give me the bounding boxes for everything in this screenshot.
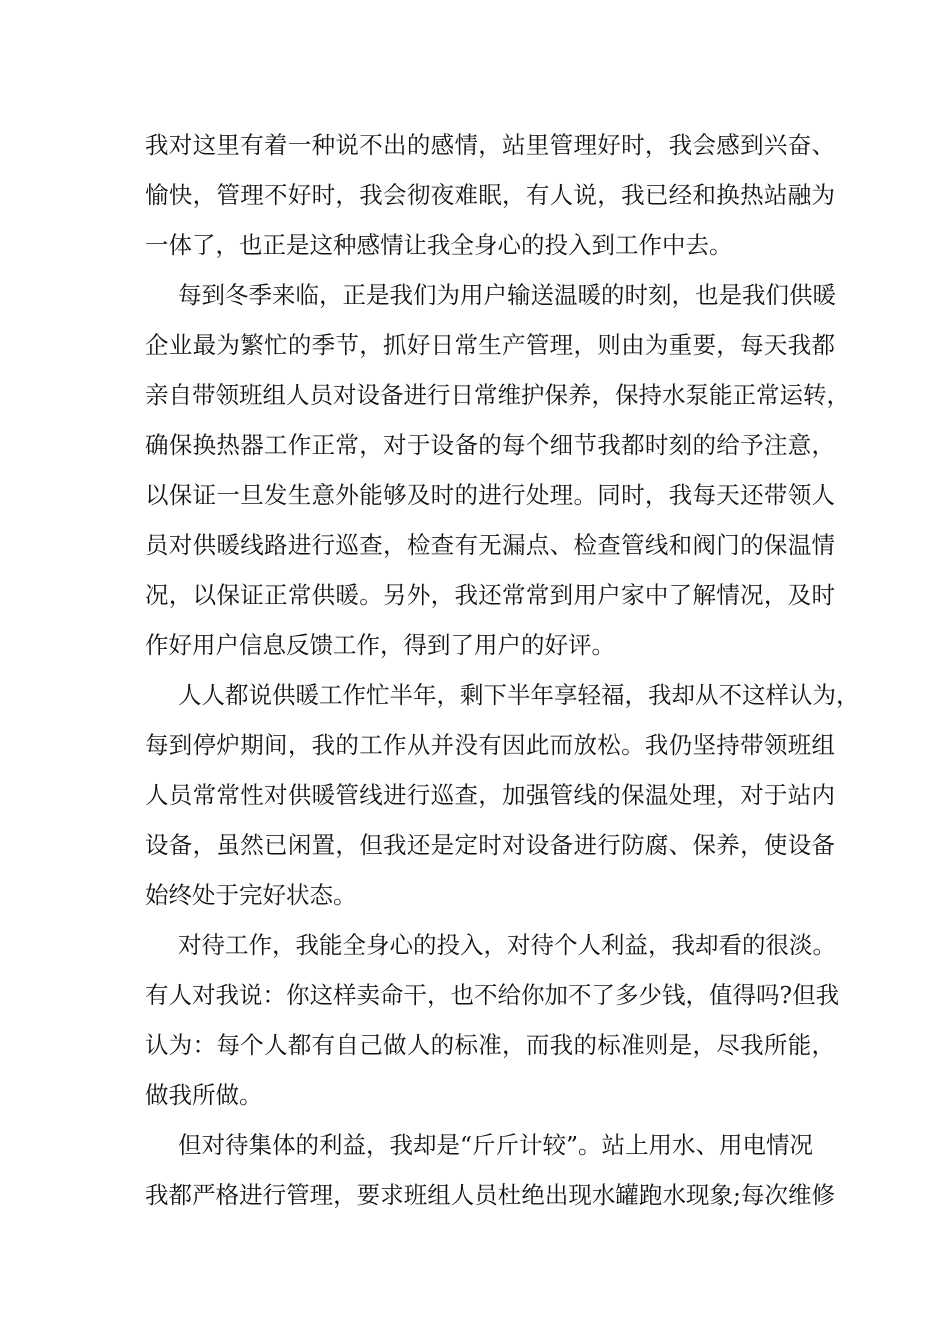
text-line: 一体了，也正是这种感情让我全身心的投入到工作中去。 (145, 231, 733, 259)
text-line: 人人都说供暖工作忙半年，剩下半年享轻福，我却从不这样认为， (178, 681, 860, 709)
text-line: 愉快，管理不好时，我会彻夜难眠，有人说，我已经和换热站融为 (145, 181, 835, 209)
text-line: 我对这里有着一种说不出的感情，站里管理好时，我会感到兴奋、 (145, 131, 835, 159)
paragraph (145, 920, 840, 1120)
document-body (145, 120, 860, 1220)
paragraph (145, 270, 850, 670)
text-line: 对待工作，我能全身心的投入，对待个人利益，我却看的很淡。 (178, 931, 836, 959)
paragraph (145, 120, 835, 270)
text-line: 以保证一旦发生意外能够及时的进行处理。同时，我每天还带领人 (145, 481, 835, 509)
text-line: 做我所做。 (145, 1081, 263, 1109)
text-line: 每到停炉期间，我的工作从并没有因此而放松。我仍坚持带领班组 (145, 731, 835, 759)
text-line: 认为：每个人都有自己做人的标准，而我的标准则是，尽我所能， (145, 1031, 835, 1059)
text-line: 员对供暖线路进行巡查，检查有无漏点、检查管线和阀门的保温情 (145, 531, 835, 559)
text-line: 但对待集体的利益，我却是“斤斤计较”。站上用水、用电情况 (178, 1131, 814, 1159)
text-line: 始终处于完好状态。 (145, 881, 357, 909)
text-line: 有人对我说：你这样卖命干，也不给你加不了多少钱，值得吗?但我 (145, 981, 840, 1009)
text-line: 企业最为繁忙的季节，抓好日常生产管理，则由为重要，每天我都 (145, 331, 835, 359)
text-line: 设备，虽然已闲置，但我还是定时对设备进行防腐、保养，使设备 (145, 831, 835, 859)
text-line: 确保换热器工作正常，对于设备的每个细节我都时刻的给予注意， (145, 431, 835, 459)
text-line: 每到冬季来临，正是我们为用户输送温暖的时刻，也是我们供暖 (178, 281, 836, 309)
text-line: 作好用户信息反馈工作，得到了用户的好评。 (145, 631, 615, 659)
text-line: 况，以保证正常供暖。另外，我还常常到用户家中了解情况，及时 (145, 581, 835, 609)
text-line: 亲自带领班组人员对设备进行日常维护保养，保持水泵能正常运转， (145, 381, 850, 409)
paragraph (145, 670, 860, 920)
paragraph (145, 1120, 835, 1220)
text-line: 我都严格进行管理，要求班组人员杜绝出现水罐跑水现象;每次维修 (145, 1181, 835, 1209)
text-line: 人员常常性对供暖管线进行巡查，加强管线的保温处理，对于站内 (145, 781, 835, 809)
